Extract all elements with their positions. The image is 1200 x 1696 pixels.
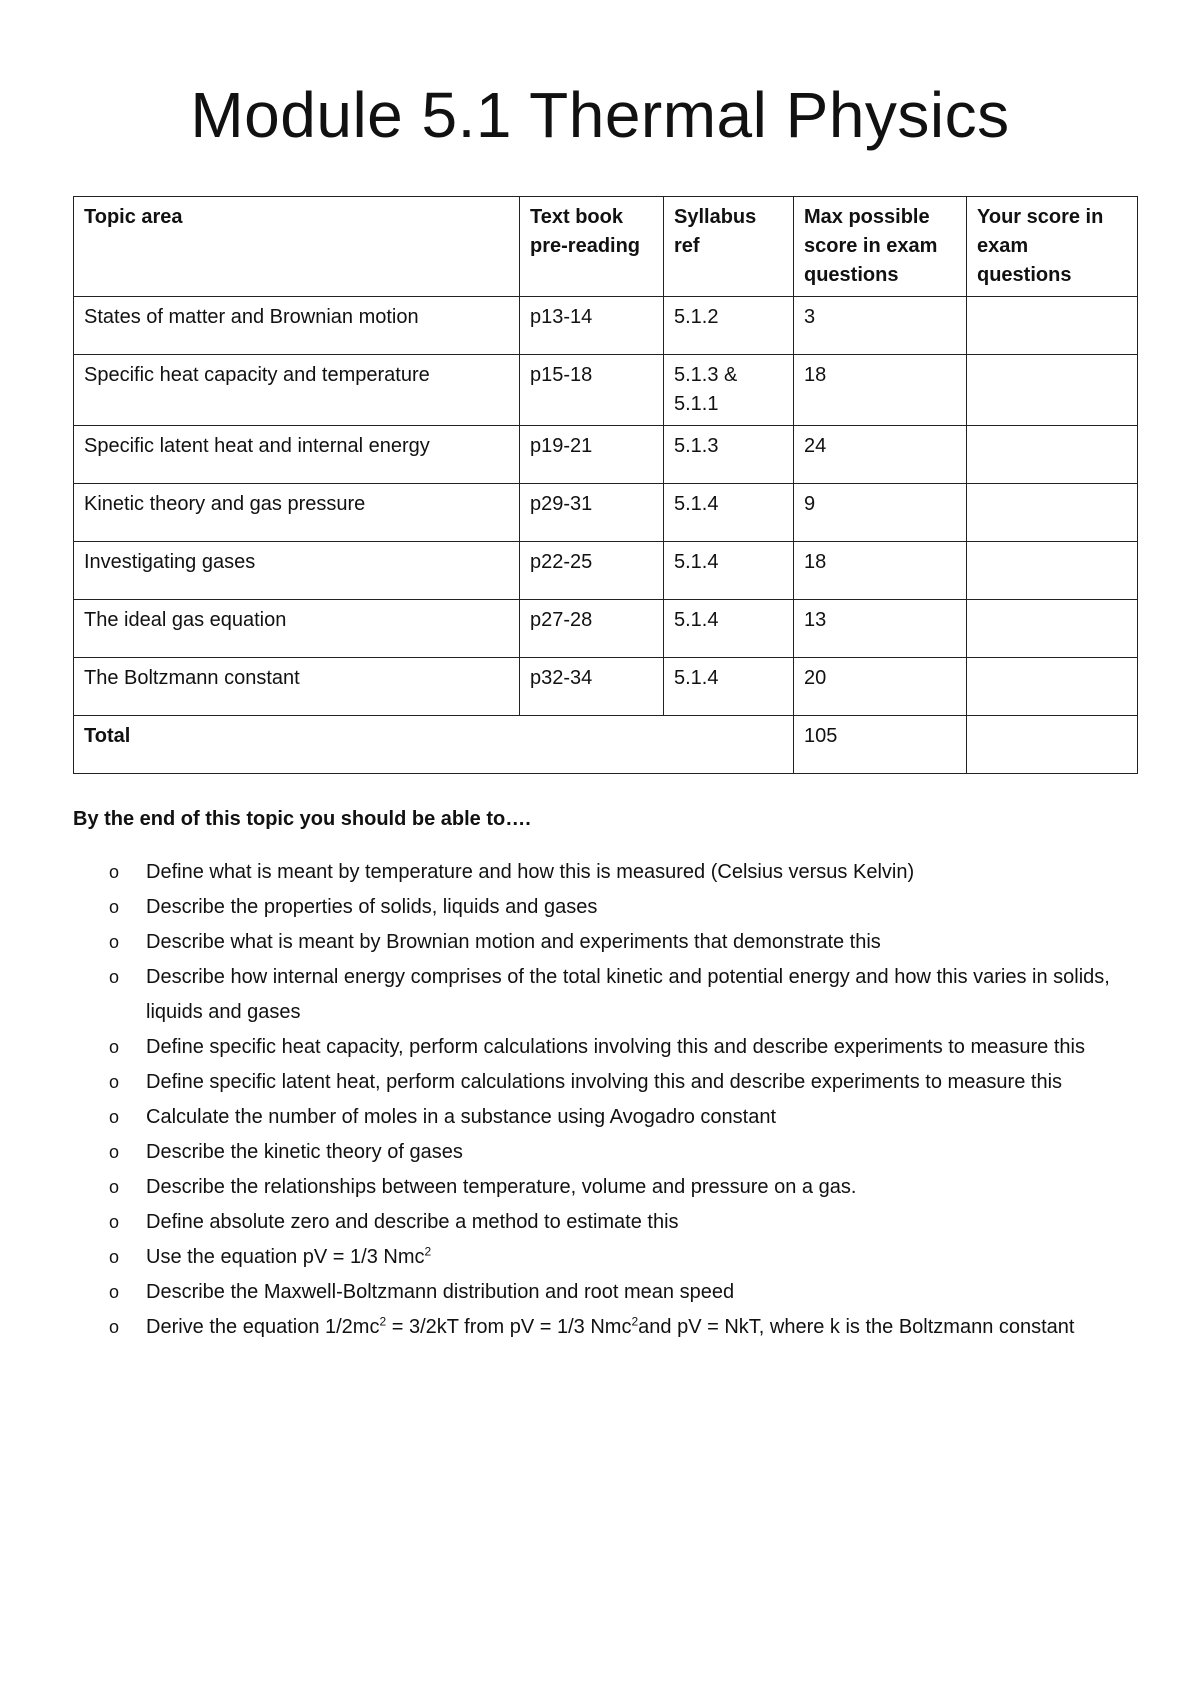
table-row: [74, 542, 1138, 600]
cell-syllabus: 5.1.4: [664, 600, 794, 658]
bullet-icon: o: [109, 1142, 120, 1162]
objective-text: Describe the Maxwell-Boltzmann distribution and root mean speed: [146, 1281, 735, 1303]
bullet-icon: o: [109, 862, 120, 882]
cell-topic: Specific heat capacity and temperature: [74, 355, 520, 426]
list-item: [73, 1310, 1143, 1345]
list-item: [73, 1100, 1143, 1135]
objective-text: [146, 1316, 1074, 1338]
cell-topic: The ideal gas equation: [74, 600, 520, 658]
table-row: [74, 426, 1138, 484]
cell-topic: Kinetic theory and gas pressure: [74, 484, 520, 542]
bullet-icon: o: [109, 1107, 120, 1127]
objective-text-part: Use the equation pV = 1/3 Nmc: [146, 1246, 425, 1268]
cell-syllabus: 5.1.3 & 5.1.1: [664, 355, 794, 426]
objective-text: Describe what is meant by Brownian motion and experiments that demonstrate this: [146, 931, 881, 953]
total-value: 105: [794, 716, 967, 774]
cell-max: 20: [794, 658, 967, 716]
list-item: [73, 1135, 1143, 1170]
objective-text: Describe the relationships between temperature, volume and pressure on a gas.: [146, 1176, 857, 1198]
bullet-icon: o: [109, 1037, 120, 1057]
bullet-icon: o: [109, 1212, 120, 1232]
bullet-icon: o: [109, 1282, 120, 1302]
list-item: [73, 1205, 1143, 1240]
objectives-list: [73, 855, 1143, 1345]
cell-max: 18: [794, 355, 967, 426]
objective-text: Calculate the number of moles in a substance using Avogadro constant: [146, 1106, 777, 1128]
cell-score[interactable]: [967, 297, 1138, 355]
cell-syllabus: 5.1.3: [664, 426, 794, 484]
list-item: [73, 855, 1143, 890]
list-item: [73, 960, 1143, 1030]
objective-text: Define specific latent heat, perform calculations involving this and describe experiments to measure this: [146, 1071, 1063, 1093]
total-label: Total: [74, 716, 794, 774]
objective-text-part: and pV = NkT, where k is the Boltzmann constant: [638, 1316, 1075, 1338]
table-row: [74, 297, 1138, 355]
objective-text: Define specific heat capacity, perform calculations involving this and describe experiments to measure this: [146, 1036, 1085, 1058]
list-item: [73, 1170, 1143, 1205]
cell-max: 9: [794, 484, 967, 542]
cell-score[interactable]: [967, 600, 1138, 658]
cell-topic: The Boltzmann constant: [74, 658, 520, 716]
cell-textbook: p22-25: [520, 542, 664, 600]
table-row: [74, 600, 1138, 658]
list-item: [73, 1275, 1143, 1310]
cell-max: 24: [794, 426, 967, 484]
cell-score[interactable]: [967, 426, 1138, 484]
bullet-icon: o: [109, 1317, 120, 1337]
cell-topic: Specific latent heat and internal energy: [74, 426, 520, 484]
header-topic-area: Topic area: [74, 197, 520, 297]
page-title: Module 5.1 Thermal Physics: [190, 79, 1010, 151]
table-header-row: [74, 197, 1138, 297]
objective-text: Describe how internal energy comprises of the total kinetic and potential energy and how this varies in solids, liquids and gases: [146, 966, 1110, 1023]
list-item: [73, 1030, 1143, 1065]
cell-textbook: p32-34: [520, 658, 664, 716]
cell-max: 18: [794, 542, 967, 600]
superscript: 2: [379, 1314, 387, 1329]
cell-score[interactable]: [967, 484, 1138, 542]
superscript: 2: [424, 1244, 432, 1259]
objective-text: Describe the properties of solids, liquids and gases: [146, 896, 598, 918]
list-item: [73, 1240, 1143, 1275]
cell-textbook: p29-31: [520, 484, 664, 542]
cell-textbook: p15-18: [520, 355, 664, 426]
cell-textbook: p13-14: [520, 297, 664, 355]
cell-syllabus: 5.1.4: [664, 484, 794, 542]
cell-max: 13: [794, 600, 967, 658]
objective-text: Define absolute zero and describe a method to estimate this: [146, 1211, 679, 1233]
table-row: [74, 355, 1138, 426]
cell-syllabus: 5.1.2: [664, 297, 794, 355]
objective-text: Describe the kinetic theory of gases: [146, 1141, 463, 1163]
topic-table: [73, 196, 1138, 774]
superscript: 2: [631, 1314, 639, 1329]
list-item: [73, 925, 1143, 960]
bullet-icon: o: [109, 967, 120, 987]
cell-score[interactable]: [967, 542, 1138, 600]
total-your-score[interactable]: [967, 716, 1138, 774]
cell-score[interactable]: [967, 658, 1138, 716]
cell-topic: States of matter and Brownian motion: [74, 297, 520, 355]
cell-topic: Investigating gases: [74, 542, 520, 600]
bullet-icon: o: [109, 1247, 120, 1267]
table-total-row: [74, 716, 1138, 774]
cell-syllabus: 5.1.4: [664, 658, 794, 716]
cell-textbook: p27-28: [520, 600, 664, 658]
bullet-icon: o: [109, 897, 120, 917]
bullet-icon: o: [109, 932, 120, 952]
table-row: [74, 484, 1138, 542]
objective-text: [146, 1246, 431, 1268]
objective-text: Define what is meant by temperature and how this is measured (Celsius versus Kelvin): [146, 861, 915, 883]
objectives-heading: By the end of this topic you should be able to….: [73, 808, 531, 830]
bullet-icon: o: [109, 1177, 120, 1197]
list-item: [73, 1065, 1143, 1100]
cell-syllabus: 5.1.4: [664, 542, 794, 600]
cell-score[interactable]: [967, 355, 1138, 426]
table-row: [74, 658, 1138, 716]
header-textbook: Text book pre-reading: [520, 197, 664, 297]
list-item: [73, 890, 1143, 925]
header-max-score: Max possible score in exam questions: [794, 197, 967, 297]
header-your-score: Your score in exam questions: [967, 197, 1138, 297]
header-syllabus: Syllabus ref: [664, 197, 794, 297]
cell-max: 3: [794, 297, 967, 355]
objective-text-part: = 3/2kT from pV = 1/3 Nmc: [386, 1316, 632, 1338]
objective-text-part: Derive the equation 1/2mc: [146, 1316, 380, 1338]
cell-textbook: p19-21: [520, 426, 664, 484]
bullet-icon: o: [109, 1072, 120, 1092]
